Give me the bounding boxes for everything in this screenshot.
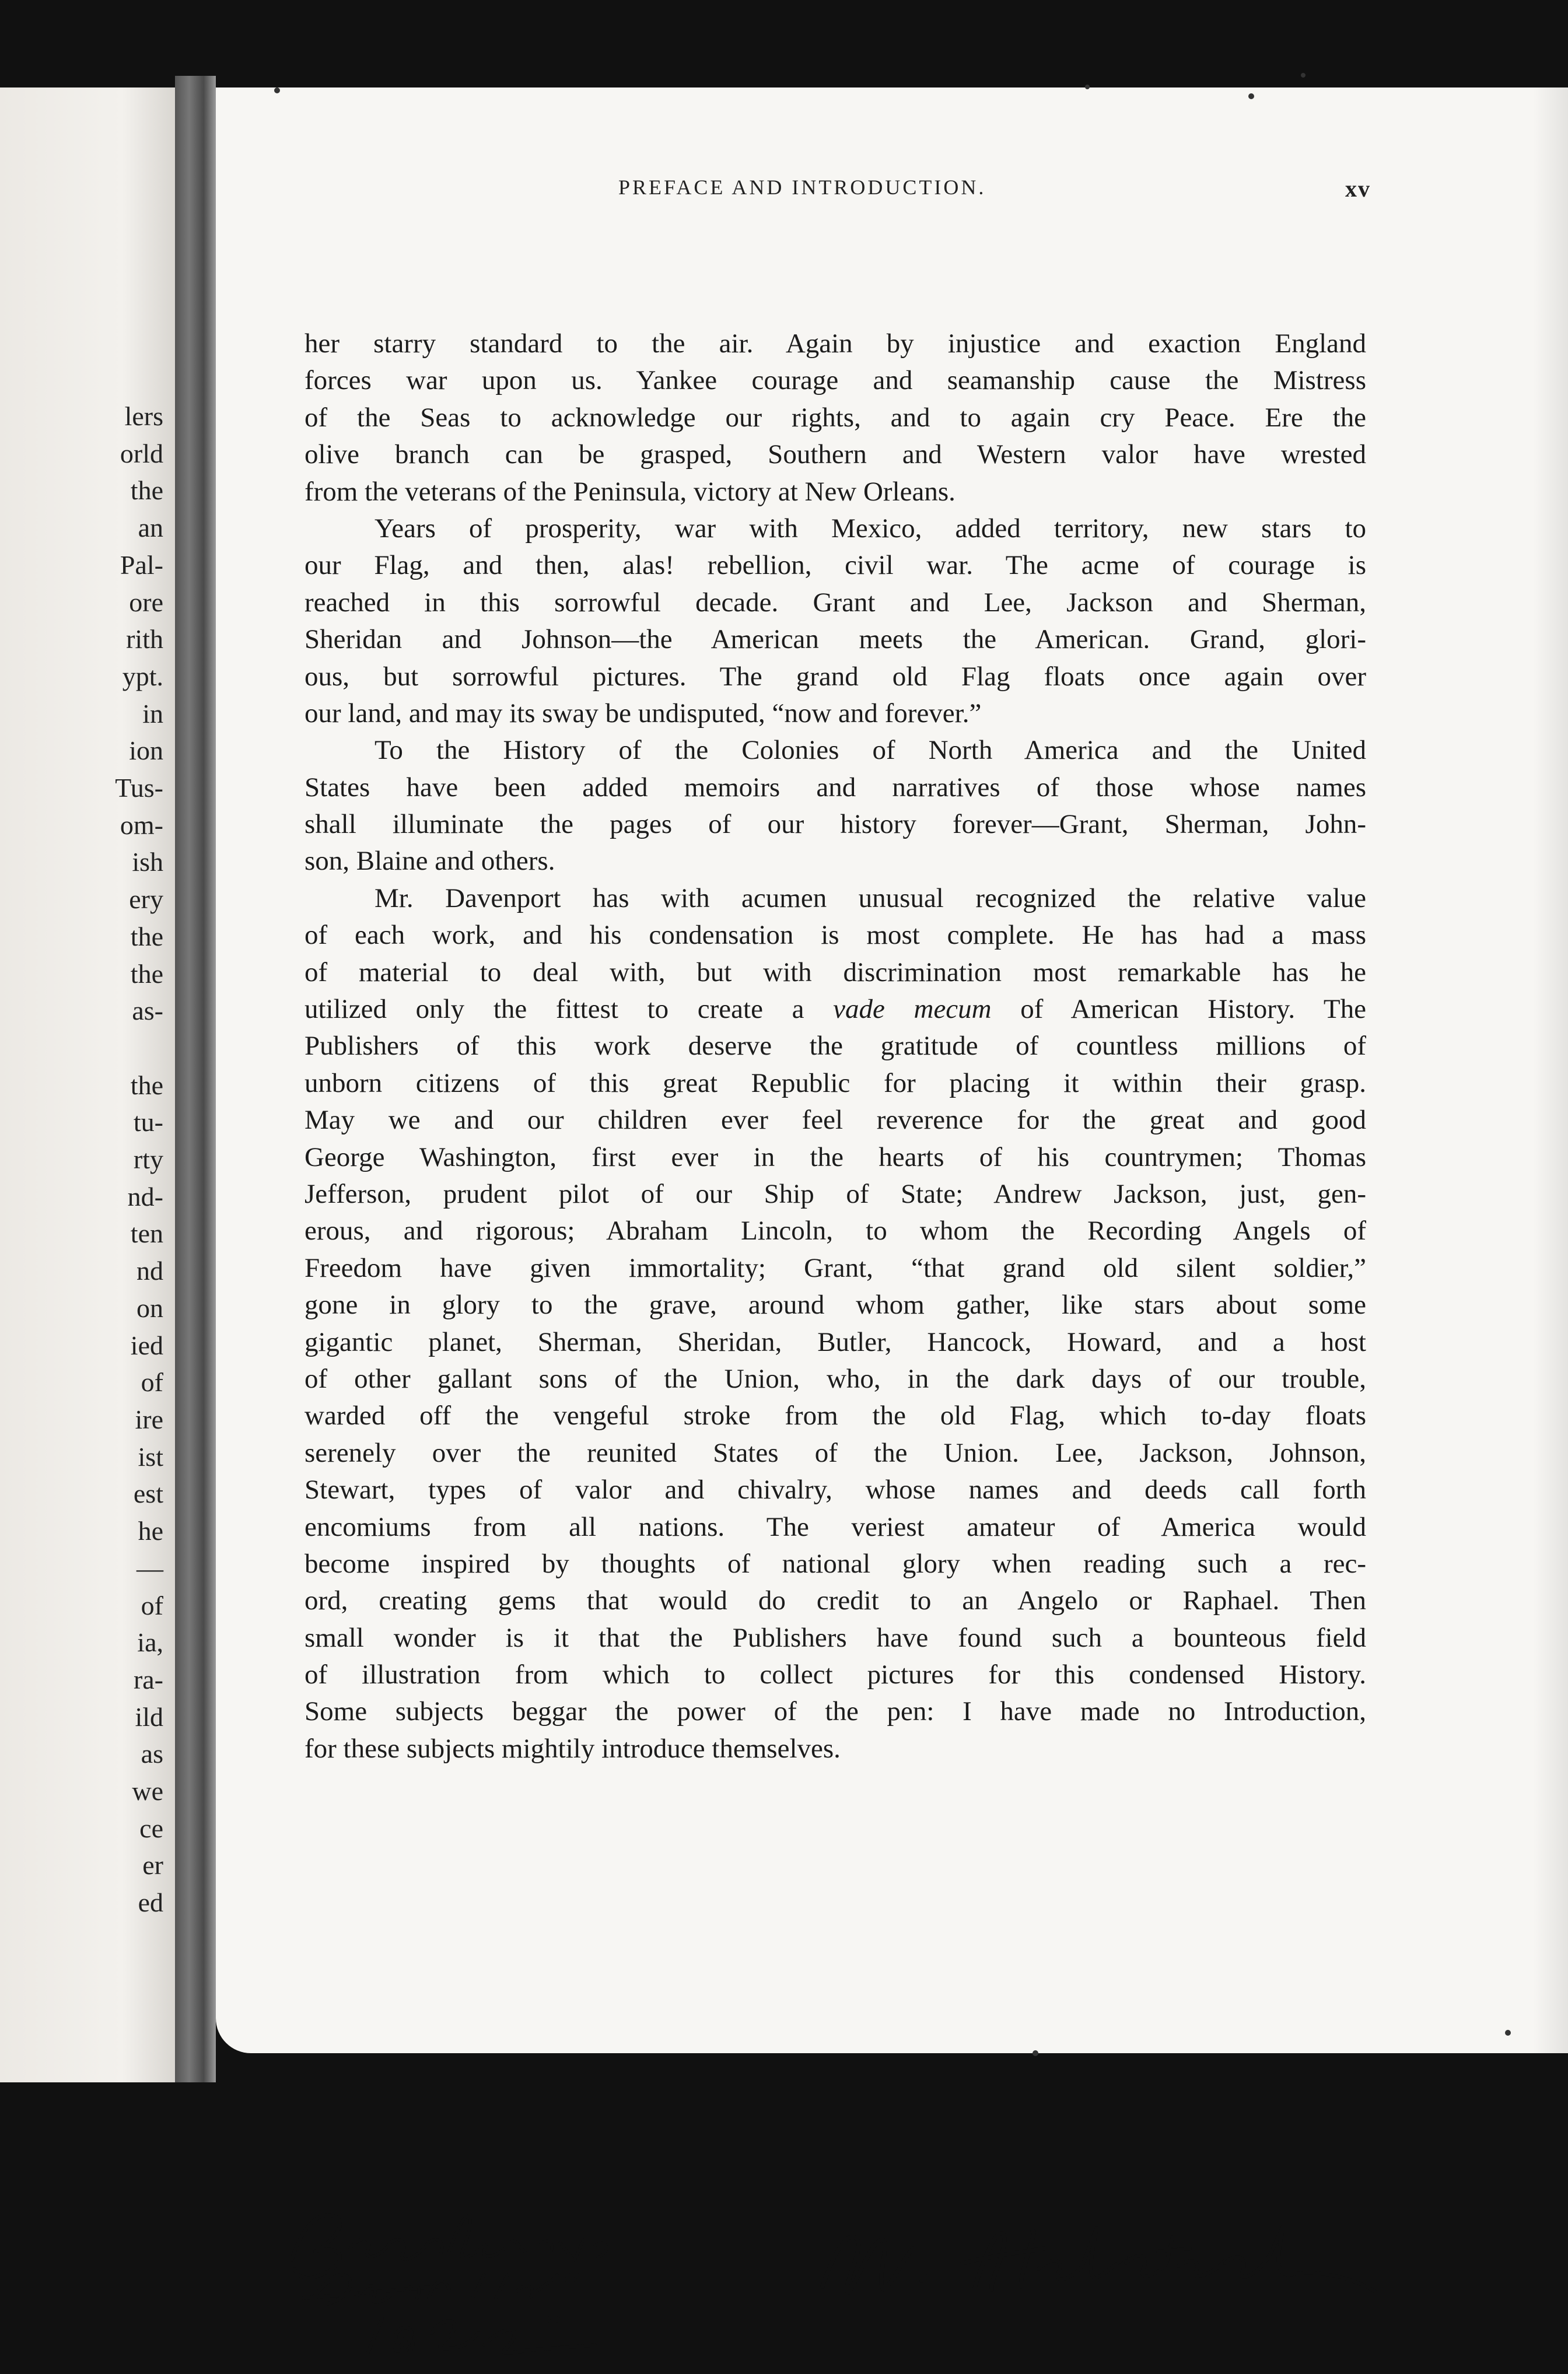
book-gutter [175,76,216,2082]
body-text-line: of the Seas to acknowledge our rights, and to again cry Peace. Ere the [304,402,1366,433]
body-text-line: small wonder is it that the Publishers have found such a bounteous field [304,1622,1366,1653]
body-text-line: Stewart, types of valor and chivalry, whose names and deeds call forth [304,1475,1366,1505]
body-text-line: ord, creating gems that would do credit to an Angelo or Raphael. Then [304,1585,1366,1616]
body-text-line: shall illuminate the pages of our history forever—Grant, Sherman, John- [304,809,1366,840]
left-page-edge-line: ra- [133,1664,163,1694]
left-page-edge-line: nd [136,1256,163,1286]
body-text-line: Years of prosperity, war with Mexico, added territory, new stars to [374,513,1366,544]
body-text-line: Publishers of this work deserve the gratitude of countless millions of [304,1031,1366,1062]
body-text-line: olive branch can be grasped, Southern and Western valor have wrested [304,439,1366,470]
body-text-line: our land, and may its sway be undisputed, “now and forever.” [304,698,982,729]
body-text-line: serenely over the reunited States of the Union. Lee, Jackson, Johnson, [304,1437,1366,1468]
scan-speck [1032,2050,1038,2056]
page-edge-shadow [1533,87,1568,2053]
left-page-edge-line: the [130,1070,163,1100]
body-text-line: Jefferson, prudent pilot of our Ship of State; Andrew Jackson, just, gen- [304,1178,1366,1209]
left-page-edge-line: ce [139,1813,163,1843]
body-text-line: Mr. Davenport has with acumen unusual recognized the relative value [374,883,1366,913]
left-page-edge-line: rty [133,1144,163,1175]
body-text-line: reached in this sorrowful decade. Grant and Lee, Jackson and Sherman, [304,587,1366,618]
body-text-line: Freedom have given immortality; Grant, “that grand old silent soldier,” [304,1252,1366,1283]
body-text-line: of material to deal with, but with discrimination most remarkable has he [304,957,1366,988]
body-text-line: gigantic planet, Sherman, Sheridan, Butler, Hancock, Howard, and a host [304,1326,1366,1357]
left-page-edge-line: ia, [137,1627,163,1658]
left-page-edge-line: om- [120,810,163,840]
body-text-line: son, Blaine and others. [304,846,555,877]
body-text-line: States have been added memoirs and narratives of those whose names [304,772,1366,803]
page-number: xv [1345,176,1371,202]
left-page-edge-text [0,398,163,1921]
body-text-line: utilized only the fittest to create a vade mecum of American History. The [304,994,1366,1025]
body-text-line: Some subjects beggar the power of the pen: I have made no Introduction, [304,1696,1366,1727]
left-page-edge-line: lers [124,401,163,431]
body-text-line: her starry standard to the air. Again by injustice and exaction England [304,328,1366,359]
body-text-line: George Washington, first ever in the hearts of his countrymen; Thomas [304,1142,1366,1172]
body-text-line: gone in glory to the grave, around whom gather, like stars about some [304,1290,1366,1321]
body-text-line: our Flag, and then, alas! rebellion, civil war. The acme of courage is [304,550,1366,581]
left-page-edge-line: ore [129,587,163,617]
left-page-edge-line: Pal- [120,549,163,580]
left-page-edge-line: in [142,698,163,729]
scan-speck [1248,93,1254,99]
left-page-edge-line: as [141,1739,163,1769]
left-page-edge-line: we [132,1776,163,1806]
left-page-edge-line: ten [130,1218,163,1249]
left-page-edge-line: ist [138,1441,163,1472]
body-text-line: of illustration from which to collect pictures for this condensed History. [304,1659,1366,1690]
running-head-title: PREFACE AND INTRODUCTION. [618,176,986,199]
left-page-edge-line: — [136,1553,163,1583]
body-text-line: May we and our children ever feel reverence for the great and good [304,1105,1366,1136]
left-page-edge-line: of [141,1590,163,1620]
left-page-fragment [0,87,175,2082]
body-text-line: of other gallant sons of the Union, who, in the dark days of our trouble, [304,1363,1366,1394]
left-page-edge-line: Tus- [115,773,163,803]
body-text-line: erous, and rigorous; Abraham Lincoln, to whom the Recording Angels of [304,1216,1366,1246]
body-text-line: ous, but sorrowful pictures. The grand old Flag floats once again over [304,661,1366,692]
left-page-edge-line: on [136,1293,163,1323]
body-text-line: Sheridan and Johnson—the American meets the American. Grand, glori- [304,624,1366,655]
left-page-edge-line: ypt. [122,661,163,691]
left-page-edge-line: an [138,513,163,543]
body-text-line: forces war upon us. Yankee courage and seamanship cause the Mistress [304,365,1366,396]
body-text-line: encomiums from all nations. The veriest amateur of America would [304,1511,1366,1542]
left-page-edge-line: ild [135,1701,163,1732]
scan-speck [1505,2030,1511,2036]
handwritten-signature [280,2182,1388,2374]
body-text-line: become inspired by thoughts of national glory when reading such a rec- [304,1548,1366,1579]
left-page-edge-line: of [141,1367,163,1398]
body-text-line: of each work, and his condensation is most complete. He has had a mass [304,920,1366,951]
left-page-edge-line: ery [129,884,163,915]
left-page-edge-line [0,1030,163,1067]
left-page-edge-line: nd- [127,1181,163,1211]
left-page-edge-line: ire [135,1404,163,1434]
body-text-line: To the History of the Colonies of North America and the United [374,735,1366,766]
scan-speck [274,87,280,93]
left-page-edge-line: er [142,1850,163,1881]
body-text-line: unborn citizens of this great Republic for placing it within their grasp. [304,1067,1366,1098]
left-page-edge-line: ion [129,736,163,766]
left-page-edge-line: rith [126,624,163,654]
left-page-edge-line: the [130,921,163,951]
left-page-edge-line: the [130,475,163,506]
body-text-line: from the veterans of the Peninsula, victory at New Orleans. [304,476,956,507]
left-page-edge-line: ed [138,1888,163,1918]
left-page-edge-line: he [138,1516,163,1546]
running-head [402,175,1371,210]
left-page-edge-line: ied [130,1330,163,1360]
body-text-line: warded off the vengeful stroke from the old Flag, which to-day floats [304,1400,1366,1431]
left-page-edge-line: the [130,958,163,989]
body-text-line: for these subjects mightily introduce themselves. [304,1733,841,1764]
left-page-edge-line: orld [120,438,163,468]
body-text [304,325,1366,1767]
scan-speck [1085,85,1090,89]
scan-speck [1301,73,1306,78]
left-page-edge-line: tu- [133,1107,163,1137]
left-page-edge-line: est [133,1479,163,1509]
left-page-edge-line: as- [132,996,163,1026]
left-page-edge-line: ish [132,847,163,877]
